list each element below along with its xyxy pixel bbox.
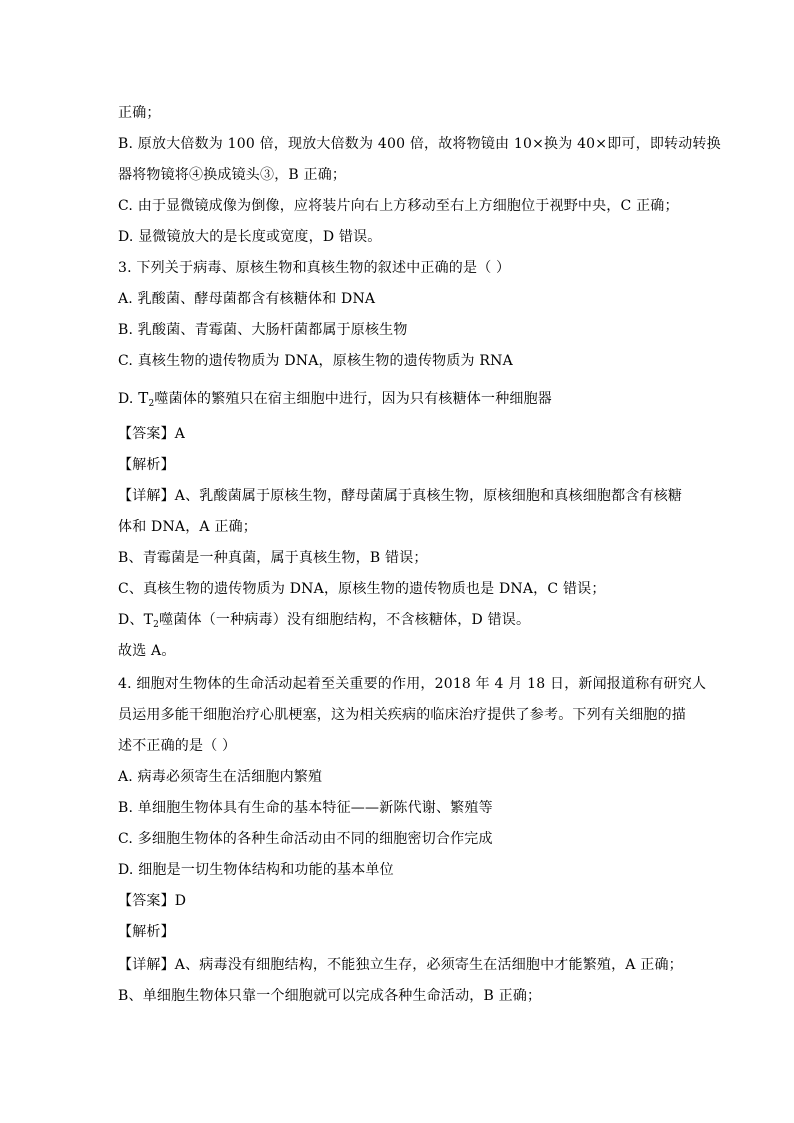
detail-explanation: 【详解】A、病毒没有细胞结构，不能独立生存，必须寄生在活细胞中才能繁殖，A 正确； bbox=[118, 957, 683, 973]
detail-explanation: 【详解】A、乳酸菌属于原核生物，酵母菌属于真核生物，原核细胞和真核细胞都含有核糖 bbox=[118, 488, 683, 504]
analysis-label: 【解析】 bbox=[118, 457, 175, 473]
option-label: D. bbox=[118, 391, 139, 407]
text-line: 体和 DNA，A 正确； bbox=[118, 519, 257, 535]
subscript: 2 bbox=[148, 399, 155, 409]
question-3-option-a: A. 乳酸菌、酵母菌都含有核糖体和 DNA bbox=[118, 291, 376, 307]
question-4-option-c: C. 多细胞生物体的各种生命活动由不同的细胞密切合作完成 bbox=[118, 831, 493, 847]
option-b-explanation: B. 原放大倍数为 100 倍，现放大倍数为 400 倍，故将物镜由 10×换为 40×即可，即转动转换 bbox=[118, 136, 721, 152]
question-3-option-c: C. 真核生物的遗传物质为 DNA，原核生物的遗传物质为 RNA bbox=[118, 353, 513, 369]
question-4-option-d: D. 细胞是一切生物体结构和功能的基本单位 bbox=[118, 862, 394, 878]
subscript: 2 bbox=[153, 620, 160, 630]
text-line bbox=[118, 610, 530, 630]
option-c-explanation: C. 由于显微镜成像为倒像，应将装片向右上方移动至右上方细胞位于视野中央，C 正确； bbox=[118, 198, 679, 214]
text-line: B、青霉菌是一种真菌，属于真核生物，B 错误； bbox=[118, 550, 428, 566]
question-4-stem: 4. 细胞对生物体的生命活动起着至关重要的作用，2018 年 4 月 18 日，新闻报道称有研究人 bbox=[118, 676, 707, 692]
text-line: 述不正确的是（ ） bbox=[118, 738, 237, 754]
text-line: 正确； bbox=[118, 105, 161, 121]
t2-symbol: T bbox=[138, 389, 149, 407]
text-line: C、真核生物的遗传物质为 DNA，原核生物的遗传物质也是 DNA，C 错误； bbox=[118, 581, 606, 597]
question-3-stem: 3. 下列关于病毒、原核生物和真核生物的叙述中正确的是（ ） bbox=[118, 260, 511, 276]
option-text: 噬菌体的繁殖只在宿主细胞中进行，因为只有核糖体一种细胞器 bbox=[154, 391, 552, 407]
text-span: 噬菌体（一种病毒）没有细胞结构，不含核糖体，D 错误。 bbox=[159, 612, 531, 628]
answer-label: 【答案】A bbox=[118, 426, 186, 442]
question-4-option-a: A. 病毒必须寄生在活细胞内繁殖 bbox=[118, 769, 323, 785]
text-line: 器将物镜将④换成镜头③，B 正确； bbox=[118, 167, 347, 183]
text-span: D、T bbox=[118, 612, 154, 628]
question-3-option-d bbox=[118, 388, 552, 409]
option-d-explanation: D. 显微镜放大的是长度或宽度，D 错误。 bbox=[118, 229, 382, 245]
conclusion: 故选 A。 bbox=[118, 643, 176, 659]
text-line: B、单细胞生物体只靠一个细胞就可以完成各种生命活动，B 正确； bbox=[118, 988, 542, 1004]
question-4-option-b: B. 单细胞生物体具有生命的基本特征——新陈代谢、繁殖等 bbox=[118, 800, 493, 816]
answer-label: 【答案】D bbox=[118, 893, 187, 909]
analysis-label: 【解析】 bbox=[118, 924, 175, 940]
question-3-option-b: B. 乳酸菌、青霉菌、大肠杆菌都属于原核生物 bbox=[118, 322, 408, 338]
text-line: 员运用多能干细胞治疗心肌梗塞，这为相关疾病的临床治疗提供了参考。下列有关细胞的描 bbox=[118, 707, 686, 723]
